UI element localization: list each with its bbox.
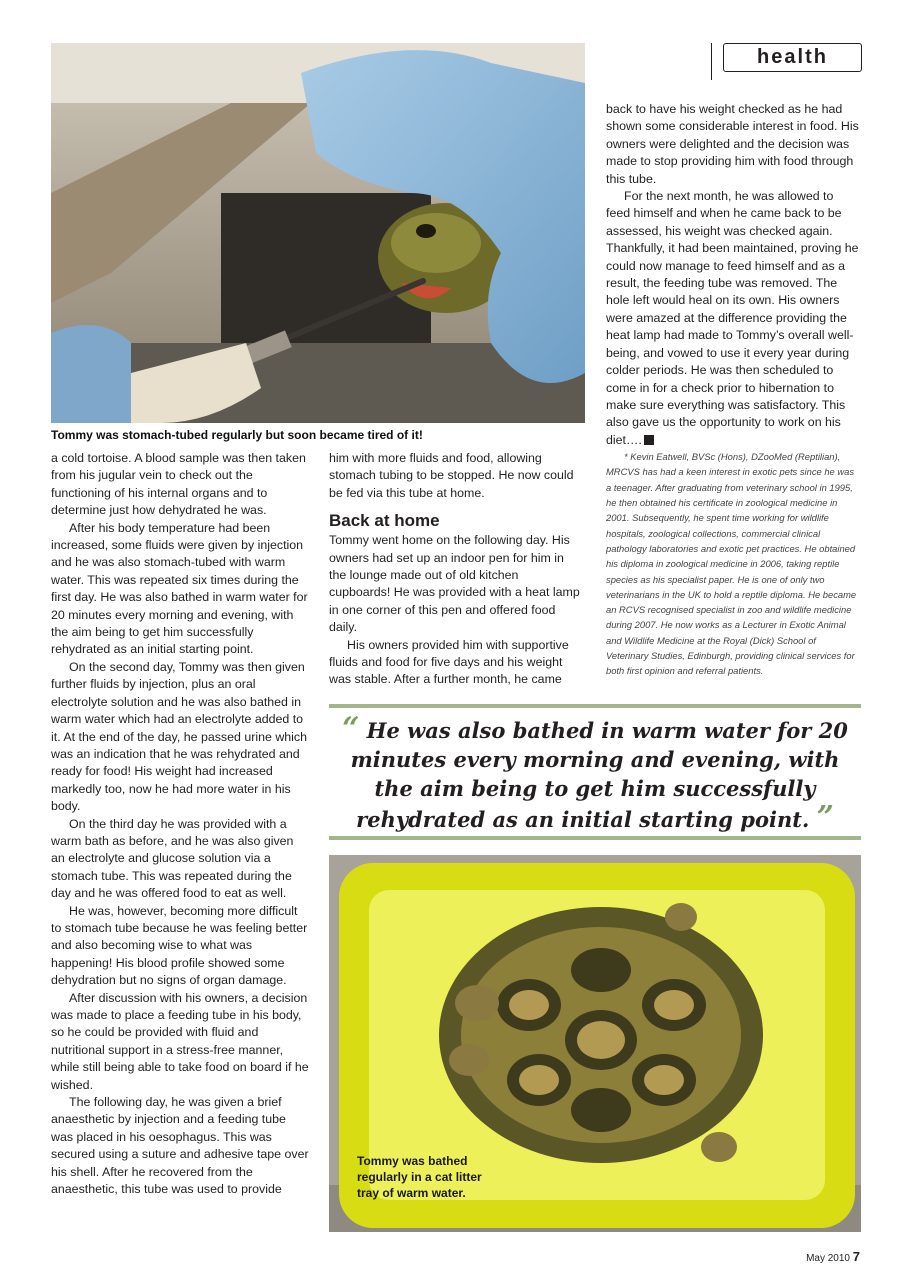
- tube-feeding-illustration: [51, 43, 585, 423]
- column-3: [606, 101, 860, 679]
- pullquote: [329, 711, 861, 835]
- end-of-article-mark: [644, 435, 654, 445]
- column-1: [51, 450, 309, 1198]
- paragraph-text: For the next month, he was allowed to feed himself and when he came back to be assessed, his weight was checked again. Thankfully, it had been maintained, proving he could now manage to feed himself and as a result, the feeding tube was removed. The hole left would heal on its own. His owners were amazed at the difference providing the heat lamp had made to Tommy’s overall well-being, and vowed to use it every year during colder periods. He was then scheduled to come in for a check prior to hibernation to make sure everything was satisfactory. This also gave us the opportunity to work on his diet….: [606, 189, 859, 447]
- issue-date: May 2010: [806, 1253, 850, 1264]
- caption-line: Tommy was bathed: [357, 1154, 468, 1168]
- photo1-caption: Tommy was stomach-tubed regularly but soon became tired of it!: [51, 428, 423, 442]
- paragraph: His owners provided him with supportive fluids and food for five days and his weight was stable. After a further month, he came: [329, 637, 569, 687]
- paragraph: The following day, he was given a brief anaesthetic by injection and a feeding tube was placed in his oesophagus. This was secured using a suture and adhesive tape over his shell. After he recovered from the anaesthetic, this tube was used to provide: [51, 1095, 309, 1197]
- section-tag: health: [723, 43, 862, 72]
- author-bio: * Kevin Eatwell, BVSc (Hons), DZooMed (Reptilian), MRCVS has had a keen interest in exotic pets since he was a teenager. After graduating from veterinary school in 1995, he then obtained his certificate in zoological medicine in 2001. Subsequently, he spent time working for wildlife hospitals, zoological collections, commercial clinical pathology laboratories and exotic pet practices. He obtained his diploma in zoological medicine in 2006, taking reptile species as his specialist paper. He is one of only two veterinarians in the UK to hold a reptile diploma. He became an RCVS recognised specialist in zoo and wildlife medicine during 2007. He now works as a Lecturer in Exotic Animal and Wildlife Medicine at the Royal (Dick) School of Veterinary Studies, Edinburgh, providing clinical services for both first opinion and referral patients.: [606, 451, 857, 677]
- pullquote-text: He was also bathed in warm water for 20 minutes every morning and evening, with the aim being to get him successfully rehydrated as an initial starting point.: [350, 718, 848, 832]
- paragraph: a cold tortoise. A blood sample was then taken from his jugular vein to check out the functioning of his internal organs and to determine just how dehydrated he was.: [51, 451, 306, 518]
- paragraph: After discussion with his owners, a decision was made to place a feeding tube in his body, so he could be provided with fluid and nutritional support in a stress-free manner, while still being able to take food on board if he wished.: [51, 990, 309, 1092]
- paragraph: On the second day, Tommy was then given further fluids by injection, plus an oral electrolyte solution and he was also bathed in warm water which had an electrolyte added to it. At the end of the day, he passed urine which was an indication that he was rehydrated and ready for food! His weight had increased markedly too, now he had more water in his body.: [51, 659, 308, 814]
- paragraph: He was, however, becoming more difficult to stomach tube because he was feeling better and also becoming wise to what was happening! His blood profile showed some dehydration but no signs of organ damage.: [51, 903, 308, 988]
- tortoise-bath-photo: [329, 855, 861, 1232]
- caption-line: regularly in a cat litter: [357, 1170, 482, 1184]
- column-2: [329, 450, 583, 689]
- subheading-back-at-home: Back at home: [329, 511, 440, 531]
- caption-line: tray of warm water.: [357, 1186, 466, 1200]
- pullquote-rule-bottom: [329, 836, 861, 840]
- header-rule: [711, 43, 712, 80]
- paragraph: him with more fluids and food, allowing stomach tubing to be stopped. He now could be fed via this tube at home.: [329, 451, 574, 500]
- paragraph: back to have his weight checked as he had shown some considerable interest in food. His owners were delighted and the decision was made to stop providing him with food through this tube.: [606, 102, 859, 186]
- pullquote-rule-top: [329, 704, 861, 708]
- tube-feeding-photo: [51, 43, 585, 423]
- page-number: 7: [852, 1249, 860, 1264]
- paragraph: Tommy went home on the following day. His owners had set up an indoor pen for him in the lounge made out of old kitchen cupboards! He was provided with a heat lamp in one corner of this pen and offered food daily.: [329, 533, 580, 635]
- open-quote-mark: “: [342, 711, 360, 746]
- photo2-caption: [357, 1153, 537, 1201]
- paragraph: On the third day he was provided with a warm bath as before, and he was also given an electrolyte and glucose solution via a stomach tube. This was repeated during the day and he was offered food to eat as well.: [51, 816, 294, 901]
- close-quote-mark: ”: [816, 800, 834, 835]
- page-footer: [806, 1249, 860, 1264]
- paragraph: After his body temperature had been increased, some fluids were given by injection and he was also stomach-tubed with warm water. This was repeated six times during the first day. He was also bathed in warm water for 20 minutes every morning and evening, with the aim being to get him successfully rehydrated as an initial starting point.: [51, 520, 308, 657]
- paragraph: [606, 188, 860, 449]
